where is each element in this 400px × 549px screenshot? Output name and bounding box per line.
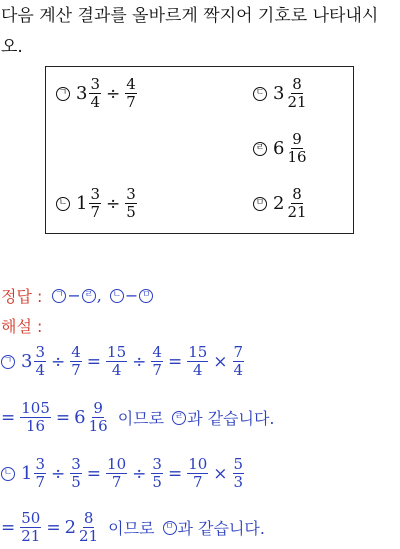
fraction: $\frac{9}{16}$ bbox=[287, 130, 307, 166]
whole: 3 bbox=[21, 351, 33, 372]
fraction: $\frac{50}{21}$ bbox=[21, 509, 41, 545]
equals-sign: = bbox=[86, 463, 102, 484]
fraction: $\frac{3}{7}$ bbox=[35, 455, 45, 491]
whole: 3 bbox=[76, 83, 88, 104]
choice-d bbox=[253, 131, 309, 166]
whole: 6 bbox=[74, 407, 86, 428]
dash: − bbox=[124, 286, 139, 305]
choice-c bbox=[253, 76, 309, 111]
marker-nieun: ㄴ bbox=[1, 467, 15, 481]
fraction: $\frac{8}{21}$ bbox=[79, 509, 99, 545]
answer-label: 정답 : bbox=[1, 287, 43, 306]
question-line-2: 오. bbox=[1, 37, 23, 57]
divide-sign: ÷ bbox=[51, 351, 66, 372]
whole: 2 bbox=[273, 193, 285, 214]
dash: − bbox=[67, 286, 81, 305]
fraction: $\frac{9}{16}$ bbox=[88, 399, 108, 435]
question-line-1: 다음 계산 결과를 올바르게 짝지어 기호로 나타내시 bbox=[1, 6, 379, 26]
marker-rieul: ㄹ bbox=[172, 411, 186, 425]
explanation-line-4 bbox=[1, 510, 265, 545]
marker-giyeok: ㄱ bbox=[52, 289, 66, 303]
fraction: $\frac{10}{7}$ bbox=[107, 455, 127, 491]
marker-mieum: ㅁ bbox=[139, 289, 153, 303]
marker-rieul: ㄹ bbox=[253, 142, 267, 156]
fraction: $\frac{10}{7}$ bbox=[188, 455, 208, 491]
fraction: $\frac{3}{7}$ bbox=[90, 185, 100, 221]
marker-giyeok: ㄱ bbox=[56, 87, 70, 101]
text-same: 과 같습니다. bbox=[177, 519, 265, 538]
explanation-label: 해설 : bbox=[1, 317, 43, 336]
fraction: $\frac{3}{5}$ bbox=[126, 185, 136, 221]
fraction: $\frac{5}{3}$ bbox=[233, 455, 244, 491]
fraction: $\frac{4}{7}$ bbox=[71, 343, 81, 379]
fraction: $\frac{105}{16}$ bbox=[21, 399, 50, 435]
choice-a bbox=[56, 76, 138, 111]
explanation-line-3 bbox=[1, 456, 245, 491]
fraction: $\frac{3}{4}$ bbox=[35, 343, 45, 379]
fraction: $\frac{3}{4}$ bbox=[90, 75, 100, 111]
whole: 3 bbox=[273, 83, 285, 104]
whole: 1 bbox=[76, 193, 88, 214]
equals-sign: = bbox=[1, 407, 16, 428]
times-sign: × bbox=[213, 463, 228, 484]
marker-mieum: ㅁ bbox=[253, 197, 267, 211]
comma: , bbox=[96, 286, 102, 305]
marker-nieun: ㄴ bbox=[56, 197, 70, 211]
fraction: $\frac{7}{4}$ bbox=[233, 343, 244, 379]
fraction: $\frac{4}{7}$ bbox=[152, 343, 162, 379]
equals-sign: = bbox=[46, 517, 61, 538]
fraction: $\frac{4}{7}$ bbox=[126, 75, 136, 111]
whole: 2 bbox=[64, 517, 77, 538]
marker-digeut: ㄷ bbox=[253, 87, 267, 101]
divide-sign: ÷ bbox=[51, 463, 66, 484]
text-imeuro: 이므로 bbox=[108, 519, 155, 538]
fraction: $\frac{8}{21}$ bbox=[287, 185, 307, 221]
marker-mieum: ㅁ bbox=[163, 521, 177, 535]
equals-sign: = bbox=[86, 351, 102, 372]
marker-rieul: ㄹ bbox=[82, 289, 96, 303]
whole: 1 bbox=[21, 463, 33, 484]
fraction: $\frac{3}{5}$ bbox=[71, 455, 81, 491]
answer-line bbox=[1, 284, 159, 307]
divide-sign: ÷ bbox=[106, 83, 121, 104]
choice-b bbox=[56, 186, 138, 221]
fraction: $\frac{3}{5}$ bbox=[152, 455, 162, 491]
marker-nieun: ㄴ bbox=[110, 289, 124, 303]
whole: 6 bbox=[273, 138, 285, 159]
equals-sign: = bbox=[167, 463, 183, 484]
marker-giyeok: ㄱ bbox=[1, 355, 15, 369]
choice-e bbox=[253, 186, 309, 221]
text-same: 과 같습니다. bbox=[187, 409, 275, 428]
text-imeuro: 이므로 bbox=[117, 409, 165, 428]
fraction: $\frac{15}{4}$ bbox=[188, 343, 208, 379]
times-sign: × bbox=[213, 351, 228, 372]
explanation-line-1 bbox=[1, 344, 245, 379]
equals-sign: = bbox=[1, 517, 16, 538]
explanation-line-2 bbox=[1, 400, 275, 435]
fraction: $\frac{8}{21}$ bbox=[287, 75, 307, 111]
fraction: $\frac{15}{4}$ bbox=[107, 343, 127, 379]
divide-sign: ÷ bbox=[106, 193, 121, 214]
equals-sign: = bbox=[167, 351, 183, 372]
divide-sign: ÷ bbox=[132, 463, 147, 484]
equals-sign: = bbox=[55, 407, 71, 428]
divide-sign: ÷ bbox=[132, 351, 147, 372]
